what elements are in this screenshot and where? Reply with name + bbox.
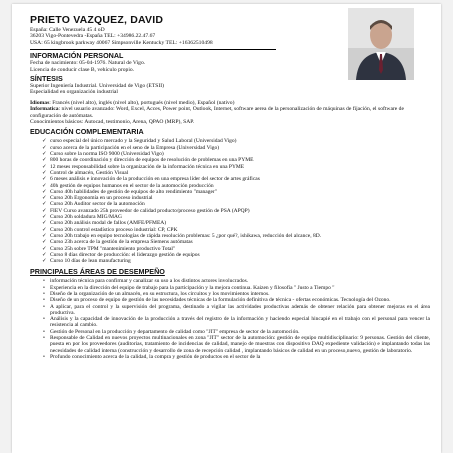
list-item: • Responsable de Calidad en nuevos proyectos multinacionales en zona "JIT" sector de la automoción: gestión de equipo multidisciplinario: 9 personas. Gestión del cliente, puesta en por los proveedores (auditorias, tratamiento de incidencias de calidad, manejo de muestras con dispositivo DAQ expediente validación) e implantando todas las necesidades de calidad interna (construcción y desarrollo de zona de recepción calidad , implantando básicos de calidad en un proceso,nuevo, gestión de laboratorio. (43, 335, 430, 354)
checkmark-icon: ✓ (42, 176, 47, 183)
computing-label: Informatica (30, 106, 59, 113)
bullet-icon: • (43, 328, 45, 335)
bullet-icon: • (43, 284, 45, 291)
list-item: ✓ 40h gestión de equipos humanos en el sector de la automoción producción (42, 182, 214, 189)
list-item: ✓ Curso 23h acerca de la gestión de la empresa Siemens autómatas (42, 239, 193, 246)
list-item: ✓ Curso sobre la norma ISO 9000 (Universidad Vigo) (42, 151, 164, 158)
list-item: ✓ 800 horas de coordinación y dirección de equipos de resolución de problemas en una PYME (42, 157, 254, 164)
list-item: ✓ Curso 20h Ergonomía en un proceso industrial (42, 195, 153, 202)
list-item: ✓ Curso 20h control estadístico proceso industrial: CP, CPK (42, 226, 178, 233)
list-item: ✓ FIEV Curso avanzado 25h proveedor de calidad producto/proceso gestión de PSA (APQP) (42, 207, 250, 214)
sintesis-line: Especialidad en organización industrial (30, 89, 118, 96)
languages-label: Idiomas (30, 99, 50, 106)
other-skills-line: Conocimientos básicos: Autocad, testimonio, Arena, QPAO (MRP), SAP. (30, 119, 195, 126)
checkmark-icon: ✓ (42, 207, 47, 214)
checkmark-icon: ✓ (42, 151, 47, 158)
list-item: ✓ Curso 20h trabajo en equipo tecnologías de rápida resolución problemas: 5 ¿por qué?, ishikawa, reducción del alcance, 8D. (42, 232, 322, 239)
list-item: • Gestión de Personal en la producción y departamento de calidad como "JIT" empresa de sector de la automoción. (43, 328, 300, 335)
list-item: ✓ Curso 25h sobre TPM "mantenimiento productivo Total" (42, 245, 176, 252)
bullet-icon: • (43, 353, 45, 360)
education-list (30, 138, 430, 264)
checkmark-icon: ✓ (42, 258, 47, 265)
checkmark-icon: ✓ (42, 220, 47, 227)
checkmark-icon: ✓ (42, 163, 47, 170)
list-item: ✓ Curso 20h Auditor sector de la automoción (42, 201, 145, 208)
checkmark-icon: ✓ (42, 195, 47, 202)
languages-text: : Francés (nivel alto), inglés (nivel alto), portugués (nivel medio), Español (nativo) (49, 99, 235, 106)
list-item: ✓ 6 meses análisis e innovación de la producción en una empresa líder del sector de artes gráficas (42, 176, 260, 183)
checkmark-icon: ✓ (42, 239, 47, 246)
list-item: • Profundo conocimiento acerca de la calidad, la compra y gestión de productos en el sector de la (43, 353, 261, 360)
list-item: • información técnica para confirmar y canalizar su uso a los distintos actores involucrados. (43, 278, 249, 285)
checkmark-icon: ✓ (42, 182, 47, 189)
list-item: ✓ Curso 20h soldadura MIG/MAG (42, 214, 122, 221)
list-item: ✓ curso acerca de la participación en el seno de la Empresa (Universidad Vigo) (42, 144, 220, 151)
checkmark-icon: ✓ (42, 169, 47, 176)
list-item: • Experiencia en la dirección del equipo de trabajo para la participación y la mejora continua. Kaizen y filosofía " Justo a Tiempo " (43, 284, 335, 291)
header-divider (30, 49, 276, 50)
section-title-duties: PRINCIPALES ÁREAS DE DESEMPEÑO (30, 267, 165, 277)
contact-block (30, 27, 430, 46)
sintesis-line: Superior Ingeniería Industrial. Universidad de Vigo (ETSII) (30, 83, 164, 90)
bullet-icon: • (43, 303, 45, 310)
bullet-icon: • (43, 297, 45, 304)
checkmark-icon: ✓ (42, 157, 47, 164)
checkmark-icon: ✓ (42, 245, 47, 252)
checkmark-icon: ✓ (42, 201, 47, 208)
checkmark-icon: ✓ (42, 251, 47, 258)
candidate-name: PRIETO VAZQUEZ, DAVID (30, 14, 164, 26)
checkmark-icon: ✓ (42, 138, 47, 145)
checkmark-icon: ✓ (42, 214, 47, 221)
checkmark-icon: ✓ (42, 144, 47, 151)
bullet-icon: • (43, 291, 45, 297)
section-title-personal: INFORMACIÓN PERSONAL (30, 51, 124, 61)
list-item: • Diseño de un proceso de equipo de gestión de las necesidades técnicas de la formulación definitiva de técnica - ofertas económicas. Tecnología del Ozono. (43, 297, 391, 304)
bullet-icon: • (43, 335, 45, 342)
computing-text: : nivel usuario avanzado: Word, Excel, Acces, Power point, Outlook, Internet, software aerea de la personalización de máquinas de fijación, el software de configuración de autómatas. (30, 106, 404, 119)
contact-line: 36203 Vigo-Pontevedra -España TEL: +34986.22.47.67 (30, 33, 156, 40)
list-item: ✓ curso especial del único mercado y la Seguridad y Salud Laboral (Universidad Vigo) (42, 138, 237, 145)
list-item: ✓ Curso 8 días director de producción: el liderazgo gestión de equipos (42, 251, 200, 258)
list-item: ✓ Control de almacén, Gestión Visual (42, 169, 129, 176)
personal-line: Licencia de conducir clase B, vehículo propio. (30, 66, 135, 73)
checkmark-icon: ✓ (42, 226, 47, 233)
resume-content (30, 14, 430, 360)
list-item: • A aplicar, para el control y la supervisión del programa, destinado a vigilar las actividades productivas además de obtener relación para obtener mejoras en el área productiva. (43, 303, 430, 316)
list-item: ✓ Curso 40h habilidades de gestión de equipos de alto rendimiento "manager" (42, 188, 218, 195)
bullet-icon: • (43, 278, 45, 285)
computing-line (30, 106, 430, 119)
personal-line: Fecha de nacimiento: 05-04-1976. Natural de Vigo. (30, 60, 146, 67)
duties-list (30, 278, 430, 360)
section-title-education: EDUCACIÓN COMPLEMENTARIA (30, 127, 144, 137)
checkmark-icon: ✓ (42, 188, 47, 195)
document-page (12, 4, 441, 453)
list-item: ✓ Curso 20h análisis modal de fallos (AMFE/PFMEA) (42, 220, 167, 227)
bullet-icon: • (43, 316, 45, 323)
checkmark-icon: ✓ (42, 232, 47, 239)
list-item: • Diseño de la organización de un almacén, en su estructura, los circuitos y los movimientos internos. (43, 291, 270, 297)
section-title-sintesis: SÍNTESIS (30, 74, 63, 84)
list-item: • Análisis y la capacidad de innovación de la producción a través del registro de la información y haciendo especial hincapié en el trabajo con el personal para vencer la resistencia al cambio. (43, 316, 430, 329)
list-item: ✓ Curso 10 días de lean manufacturing (42, 258, 131, 265)
contact-line: España: Calle Venezuela 45 4 oD (30, 27, 105, 33)
list-item: ✓ 12 meses responsabilidad sobre la organización de la información técnica en una PYME (42, 163, 245, 170)
contact-line: USA: 65 kingbrook parkway 40067 Simpsonville Kentucky TEL: +16362510498 (30, 39, 213, 46)
